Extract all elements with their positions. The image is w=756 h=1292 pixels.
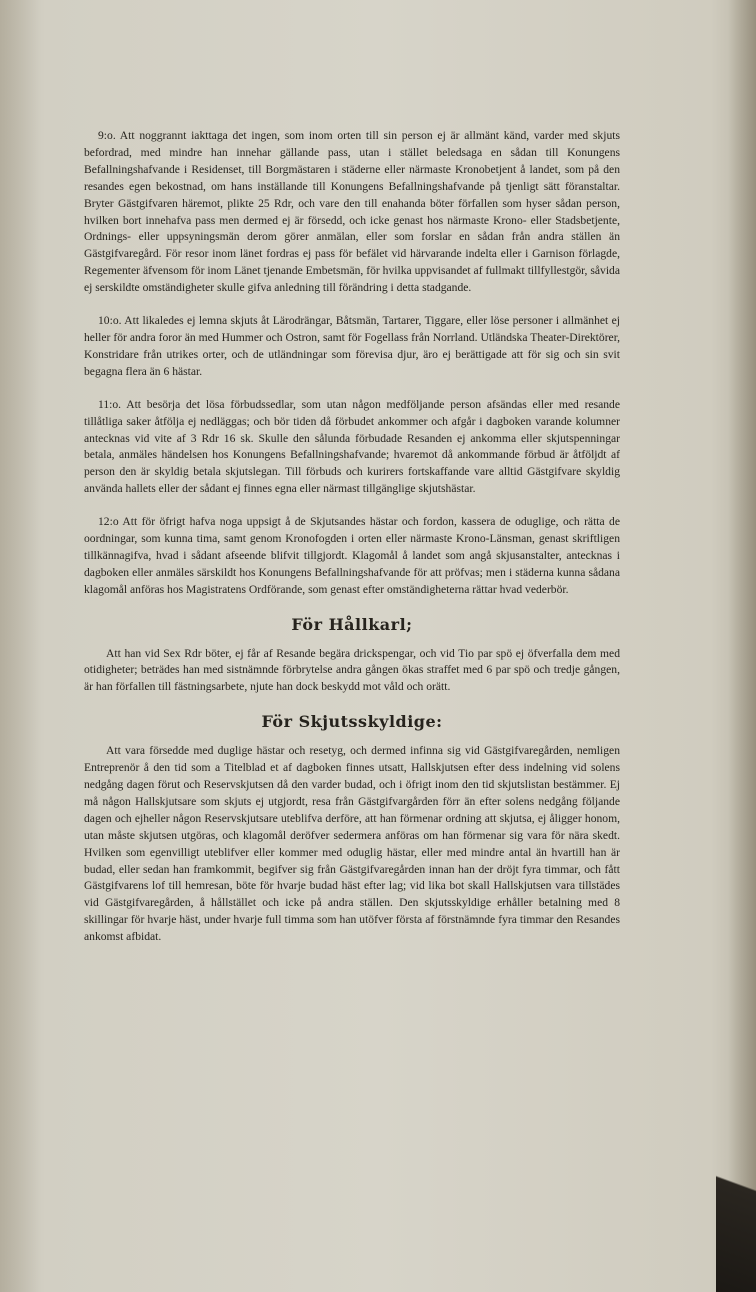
paragraph-12: 12:o Att för öfrigt hafva noga uppsigt å de Skjutsandes hästar och fordon, kassera de oduglige, och rätta de oordningar, som kunna tima, samt genom Kronofogden i orten eller närmaste Krono-Länsman, genast skriftligen tillkännagifva, hvad i sådant afseende blifvit tillgjordt. Klagomål å landet som angå skjusanstalter, antecknas i dagboken eller anmäles särskildt hos Konungens Befallningshafvande för att pröfvas; men i städerna kunna sådana klagomål anföras hos Magistratens Ordförande, som genast efter omständigheterna rättar hvad vederbör. bbox=[84, 515, 620, 596]
document-body bbox=[84, 128, 620, 952]
paragraph-9: 9:o. Att noggrannt iakttaga det ingen, som inom orten till sin person ej är allmänt känd, varder med skjuts befordrad, med mindre han innehar gällande pass, utan i stället beledsaga en sådan till Konungens Befallningshafvande i Residenset, till Borgmästaren i städerne eller närmaste Kronobetjent å landet, som på den resandes egen bekostnad, om hans inställande till Konungens Befallningshafvande på tjenligt sätt föranstaltar. Bryter Gästgifvaren häremot, plikte 25 Rdr, och vare den till enahanda böter förfallen som hyser sådan person, hvilken bort innehafva pass men dermed ej är försedd, och icke genast hos närmaste Krono- eller Stadsbetjente, Ordnings- eller uppsyningsmän derom görer anmälan, eller som forslar en sådan från andra ställen än Gästgifvaregård. För resor inom länet fordras ej pass för befälet vid härvarande indelta eller i Garnison förlagde, Regementer äfvensom för inom Länet tjenande Embetsmän, för hvilka uppvisandet af fullmakt tillfyllestgör, såvida ej serskildte omständigheter skulle gifva anledning till förändring i detta stadgande. bbox=[84, 129, 620, 295]
skjutsskyldige-text: Att vara försedde med duglige hästar och resetyg, och dermed infinna sig vid Gästgifvaregården, nemligen Entreprenör å den tid som a Titelblad et af dagboken finnes utsatt, Hallskjutsen efter dess indelning vid solens nedgång dagen förut och Reservskjutsen då den varder budad, och i öfrigt inom den tid skjutslistan bestämmer. Ej må någon Hallskjutsare som skjuts ej utgjordt, resa från Gästgifvargården förr än efter solens nedgång följande dagen och ejheller någon Reservskjutsare uteblifva derföre, att han förmenar ordning att skjutsa, ej åligger honom, utan måste skjutsen utgöras, och klagomål deröfver sedermera anföras om han förmenar sig vara för nära skedt. Hvilken som egenvilligt uteblifver eller kommer med oduglig hästar, eller med mindre antal än hvartill han är budad, eller sedan han framkommit, begifver sig från Gästgifvaregården innan han der dröjt fyra timmar, och fått Gästgifvarens lof till hemresan, böte för hvarje budad häst efter lag; vid lika bot skall Hallskjutsen vara tillstädes vid Gästgifvaregården, å hållstället och icke på andra ställen. Den skjutsskyldige erhåller betalning med 8 skillingar för hvarje häst, under hvarje full timma som han utöfver första af förstnämnde fyra timmar den Resandes ankomst afbidat. bbox=[84, 744, 620, 944]
torn-corner bbox=[716, 1112, 756, 1292]
heading-skjutsskyldige: För Skjutsskyldige: bbox=[261, 712, 443, 732]
heading-hallkarl: För Hållkarl; bbox=[291, 614, 413, 634]
page-edge-shadow-left bbox=[0, 0, 40, 1292]
page-edge-shadow-right bbox=[728, 0, 756, 1292]
hallkarl-text: Att han vid Sex Rdr böter, ej får af Resande begära drickspengar, och vid Tio par spö ej öfverfalla dem med otidigheter; beträdes han med sistnämnde förbrytelse andra gången ökas straffet med 6 par spö och tredje gången, är han förfallen till fästningsarbete, njute han dock beskydd mot våld och orätt. bbox=[84, 646, 620, 694]
paragraph-10: 10:o. Att likaledes ej lemna skjuts åt Lärodrängar, Båtsmän, Tartarer, Tiggare, eller löse personer i allmänhet ej heller för andra foror än med Hummer och Ostron, samt för Fogellass från Norrland. Utländska Theater-Direktörer, Konstridare från utrikes orter, och de utländningar som förevisa djur, äro ej berättigade att för sig och sin svit begagna flera än 6 hästar. bbox=[84, 314, 620, 378]
paragraph-11: 11:o. Att besörja det lösa förbudssedlar, som utan någon medföljande person afsändas eller med resande tillåtliga saker åtfölja ej nedläggas; och bör tiden då förbudet ankommer och afgår i dagboken varande kolumner antecknas vid vite af 3 Rdr 16 sk. Skulle den sålunda förbudade Resanden ej ankomma eller skjutspenningar betala, anmäles händelsen hos Konungens Befallningshafvande; hvaremot då ankommande förbud är åtföljdt af person den är skyldig betala skjutslegan. Till förbuds och kurirers fortskaffande vare alltid Gästgifvare skyldig använda hallets eller der sådant ej finnes egna eller närmast tillgänglige skjutshästar. bbox=[84, 397, 620, 496]
